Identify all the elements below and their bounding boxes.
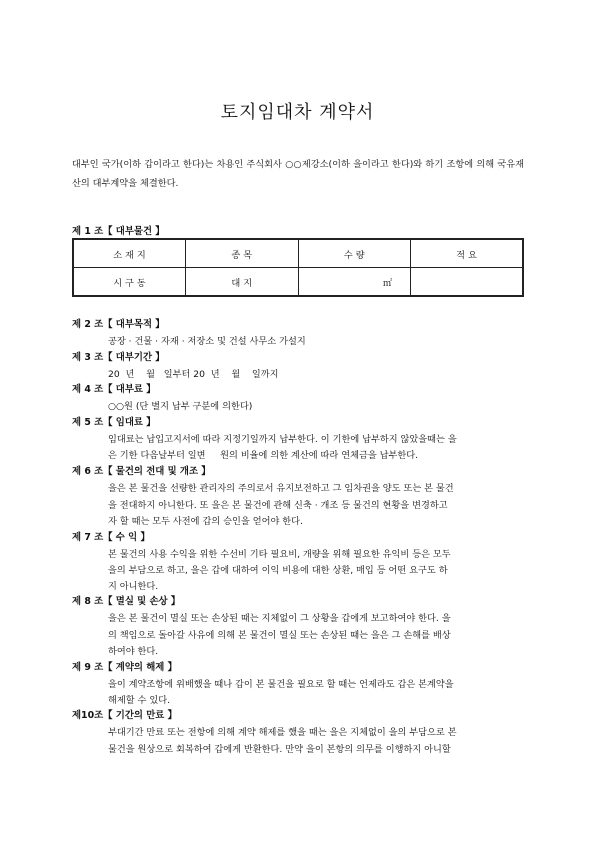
table-row: [73, 268, 523, 297]
article-6-line-3: 자 할 때는 모두 사전에 갑의 승인을 얻어야 한다.: [108, 516, 303, 527]
header-type: 종 목: [186, 239, 299, 268]
cell-remarks: [411, 268, 524, 297]
article-8-line-3: 하여야 한다.: [108, 646, 159, 657]
article-1-heading: 제 1 조【 대부물건 】: [72, 226, 165, 237]
header-remarks: 적 요: [411, 239, 524, 268]
document-title: 토지임대차 계약서: [220, 102, 375, 123]
article-9-line-1: 을이 계약조항에 위배했을 때나 갑이 본 물건을 필요로 할 때는 언제라도 갑은 본계약을: [108, 679, 454, 690]
article-2-heading: 제 2 조【 대부목적 】: [72, 319, 165, 330]
article-5-line-1: 임대료는 납입고지서에 따라 지정기일까지 납부한다. 이 기한에 납부하지 않았을때는 을: [108, 434, 457, 445]
article-3-line: 20 년 월 일부터 20 년 월 일까지: [108, 369, 279, 380]
article-7-line-1: 본 물건의 사용 수익을 위한 수선비 기타 필요비, 개량을 위해 필요한 유익비 등은 모두: [108, 549, 451, 560]
article-5-heading: 제 5 조【 임대료 】: [72, 417, 156, 428]
article-8-heading: 제 8 조【 멸실 및 손상 】: [72, 596, 181, 607]
cell-quantity: ㎡: [298, 268, 411, 297]
article-10-line-1: 부대기간 만료 또는 전항에 의해 계약 해제를 했을 때는 을은 지체없이 을의 부담으로 본: [108, 727, 457, 738]
article-2-line: 공장 · 건물 · 자재 · 저장소 및 건설 사무소 가설지: [108, 336, 306, 347]
article-4-heading: 제 4 조【 대부료 】: [72, 384, 156, 395]
article-9-line-2: 해제할 수 있다.: [108, 695, 171, 706]
header-location: 소 재 지: [73, 239, 186, 268]
table-header-row: [73, 239, 523, 268]
header-quantity: 수 량: [298, 239, 411, 268]
article-4-line: ○○원 (단 별지 납부 구분에 의한다): [108, 401, 253, 412]
article-8-line-2: 의 책임으로 돌아갈 사유에 의해 본 물건이 멸실 또는 손상된 때는 을은 그 손해를 배상: [108, 630, 451, 641]
article-6-line-2: 을 전대하지 아니한다. 또 을은 본 물건에 관해 신축 · 개조 등 물건의 현황을 변경하고: [108, 500, 448, 511]
article-7-line-2: 을의 부담으로 하고, 을은 갑에 대하여 이익 비용에 대한 상환, 매입 등 어떤 요구도 하: [108, 565, 448, 576]
cell-type: 대 지: [186, 268, 299, 297]
property-table: [72, 238, 524, 297]
article-10-line-2: 물건을 원상으로 회복하여 갑에게 반환한다. 만약 을이 본항의 의무를 이행하지 아니할: [108, 744, 451, 755]
article-6-line-1: 을은 본 물건을 선량한 관리자의 주의로서 유지보전하고 그 임차권을 양도 또는 본 물건: [108, 483, 454, 494]
intro-paragraph: 대부인 국가(이하 갑이라고 한다)는 차용인 주식회사 ○○제강소(이하 을이라고 한다)와 하기 조항에 의해 국유재산의 대부계약을 체결한다.: [72, 159, 524, 189]
article-7-heading: 제 7 조【 수 익 】: [72, 532, 150, 543]
article-3-heading: 제 3 조【 대부기간 】: [72, 352, 165, 363]
article-9-heading: 제 9 조【 계약의 해제 】: [72, 662, 177, 673]
article-10-heading: 제10조【 기간의 만료 】: [72, 710, 177, 721]
article-7-line-3: 지 아니한다.: [108, 581, 159, 592]
article-8-line-1: 을은 본 물건이 멸실 또는 손상된 때는 지체없이 그 상황을 갑에게 보고하여야 한다. 을: [108, 613, 451, 624]
article-6-heading: 제 6 조【 물건의 전대 및 개조 】: [72, 466, 211, 477]
article-5-line-2: 은 기한 다음날부터 일변 원의 비율에 의한 계산에 따라 연체금을 납부한다.: [108, 450, 419, 461]
cell-location: 시 구 동: [73, 268, 186, 297]
